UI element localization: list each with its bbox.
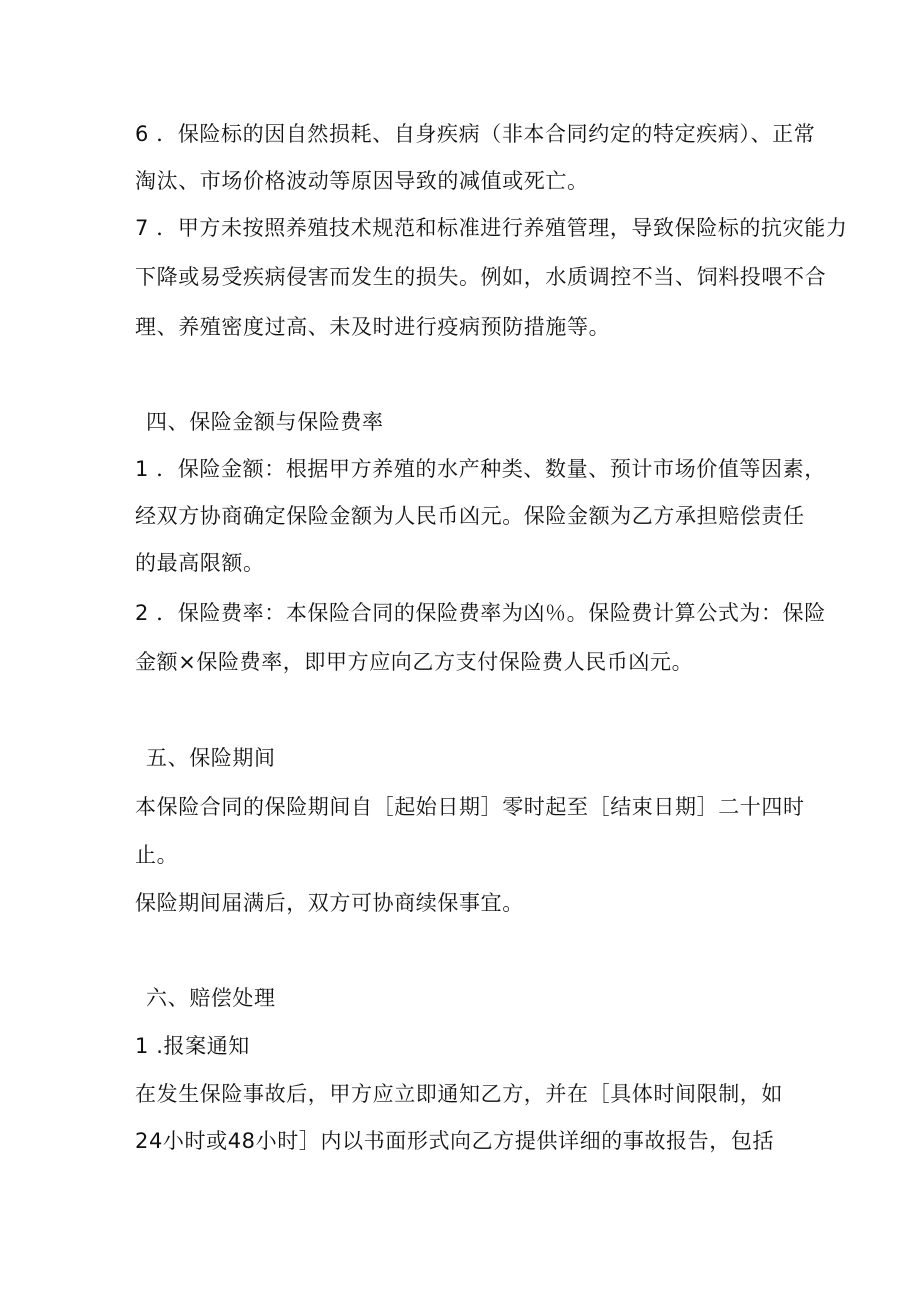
paragraph-line: 6 ．保险标的因自然损耗、自身疾病（非本合同约定的特定疾病）、正常 <box>135 122 816 146</box>
paragraph-line: 保险期间届满后，双方可协商续保事宜。 <box>135 891 524 915</box>
paragraph-line: 的最高限额。 <box>135 551 265 575</box>
paragraph-line: 24小时或48小时］内以书面形式向乙方提供详细的事故报告，包括 <box>135 1129 775 1153</box>
paragraph-line: 2 ．保险费率：本保险合同的保险费率为凶％。保险费计算公式为：保险 <box>135 601 826 625</box>
paragraph-line: 本保险合同的保险期间自［起始日期］零时起至［结束日期］二十四时 <box>135 795 805 819</box>
paragraph-line: 1 ．保险金额：根据甲方养殖的水产种类、数量、预计市场价值等因素， <box>135 457 826 481</box>
paragraph-line: 下降或易受疾病侵害而发生的损失。例如，水质调控不当、饲料投喂不合 <box>135 265 827 289</box>
paragraph-line: 止。 <box>135 843 179 867</box>
section-heading: 五、保险期间 <box>146 746 276 770</box>
paragraph-line: 1 .报案通知 <box>135 1034 250 1058</box>
paragraph-line: 经双方协商确定保险金额为人民币凶元。保险金额为乙方承担赔偿责任 <box>135 504 805 528</box>
paragraph-line: 7 ．甲方未按照养殖技术规范和标准进行养殖管理，导致保险标的抗灾能力 <box>135 216 848 240</box>
paragraph-line: 金额×保险费率，即甲方应向乙方支付保险费人民币凶元。 <box>135 650 694 674</box>
section-heading: 四、保险金额与保险费率 <box>146 410 384 434</box>
section-heading: 六、赔偿处理 <box>146 986 276 1010</box>
paragraph-line: 在发生保险事故后，甲方应立即通知乙方，并在［具体时间限制，如 <box>135 1082 783 1106</box>
paragraph-line: 理、养殖密度过高、未及时进行疫病预防措施等。 <box>135 315 611 339</box>
paragraph-line: 淘汰、市场价格波动等原因导致的减值或死亡。 <box>135 169 589 193</box>
